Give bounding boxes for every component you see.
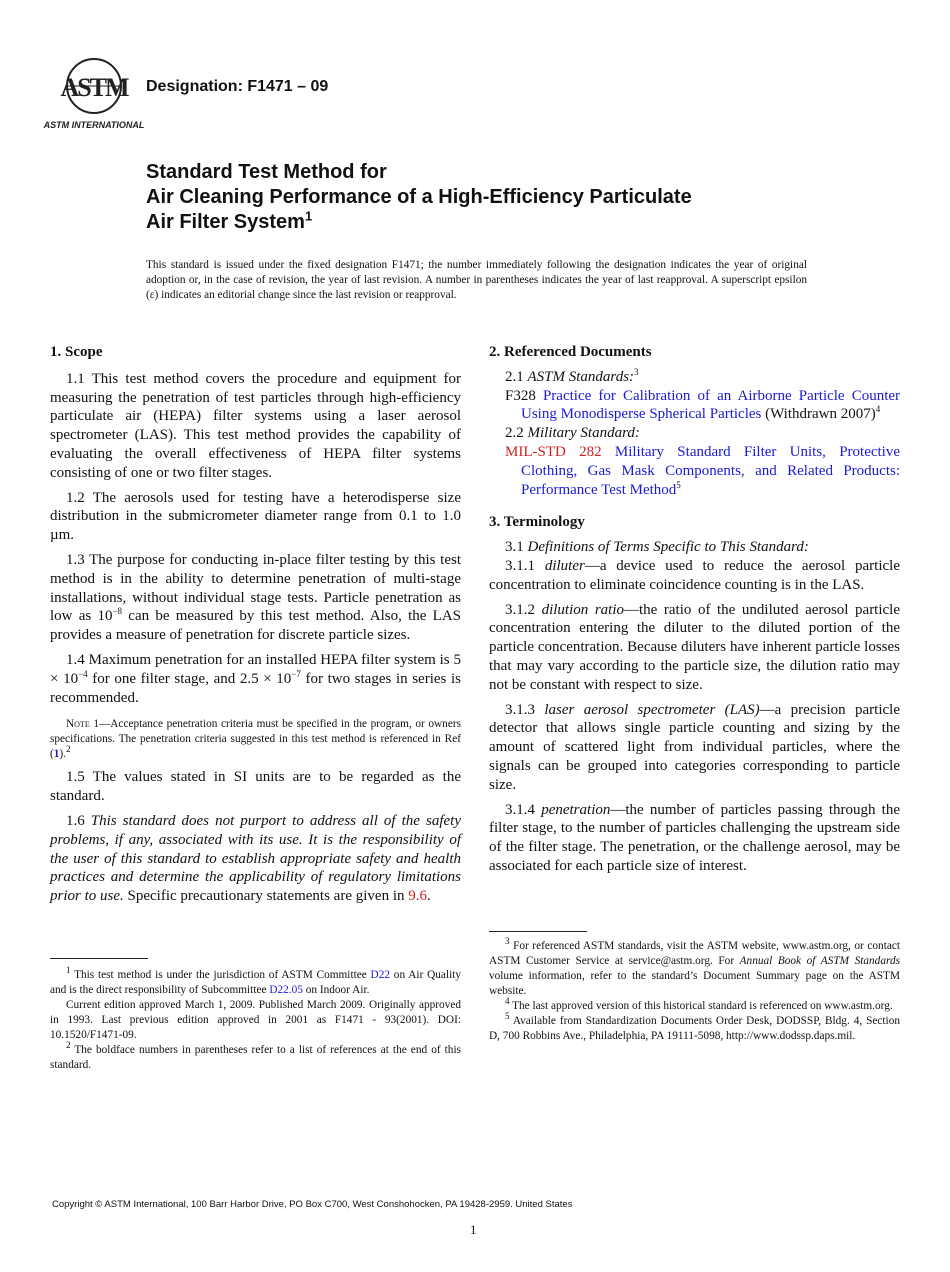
footnote-1: $^1$ This test method is under the jurisdiction of ASTM Committee D22 on Air Quality and is the direct responsibility of Subcommittee D22.05 on Indoor Air. [50,965,462,996]
d22-05-link[interactable]: D22.05 [269,984,303,996]
page-number: 1 [470,1222,477,1237]
title-line-3-text: Air Filter System [146,211,305,233]
term-penetration: 3.1.4 penetration—the number of particles passing through the filter stage, to the number of particles challenging the upstream side of the filter stage. The penetration, or the challenge aerosol, may be associated for each particle size of interest. [489,801,901,874]
f328-link[interactable]: Practice for Calibration of an Airborne Particle Counter Using Monodisperse Spherical Particles [521,387,901,423]
title-line-2: Air Cleaning Performance of a High-Efficiency Particulate [146,186,692,208]
definitions-label: 3.1 Definitions of Terms Specific to This Standard: [505,539,809,556]
astm-standards-label: 2.1 ASTM Standards:$^3$ [505,366,639,385]
term-dilution-ratio: 3.1.2 dilution ratio—the ratio of the undiluted aerosol particle concentration entering the diluter to the diluted portion of the particle concentration. Because diluters have inherent particle losses that may vary according to the particle size, the dilution ratio may not be constant with respect to size. [489,601,901,693]
left-footnotes [50,965,462,1073]
ref-1-link[interactable]: 1 [53,748,60,761]
footnote-2: $^2$ The boldface numbers in parentheses refer to a list of references at the end of this standard. [50,1040,461,1071]
title-line-1: Standard Test Method for [146,161,387,183]
document-title [146,160,846,235]
left-column [50,343,461,906]
note-1: Note 1—Acceptance penetration criteria must be specified in the program, or owners specifications. The penetration criteria suggested in this test method is referenced in Ref (1).$^2$ [50,718,461,761]
para-1-1: 1.1 This test method covers the procedure and equipment for measuring the penetration of test particles through high-efficiency particulate air (HEPA) filter systems using a laser aerosol spectrometer (LAS). This test method provides the capability of evaluating the overall effectiveness of HEPA filter systems consisting of one or two filter stages. [50,370,461,481]
referenced-documents-heading: 2. Referenced Documents [489,344,652,360]
footnote-1-edition: Current edition approved March 1, 2009. Published March 2009. Originally approved in 1993. Last previous edition approved in 2001 as F1471 - 93(2001). DOI: 10.1520/F1471-09. [50,999,461,1041]
right-footnotes [489,936,900,1044]
svg-text:ASTM: ASTM [60,73,128,102]
designation: Designation: F1471 – 09 [146,78,329,95]
term-las: 3.1.3 laser aerosol spectrometer (LAS)—a precision particle detector that allows single particle counting and sizing by the amount of scattered light from individual particles, where the signals can be grouped into categories corresponding to particle size. [489,701,900,793]
para-1-2: 1.2 The aerosols used for testing have a heterodisperse size distribution in the submicrometer diameter range from 0.1 to 1.0 µm. [50,489,461,544]
right-column [489,343,900,876]
para-1-3: 1.3 The purpose for conducting in-place filter testing by this test method is in the ability to determine penetration of multi-stage installations, without individual stage tests. Particle penetration as low as $10^{-8}$ can be measured by this test method. Also, the LAS provides a measure of penetration for discrete particle sizes. [50,551,461,644]
terminology-heading: 3. Terminology [489,514,585,531]
military-standard-label: 2.2 Military Standard: [505,425,640,442]
footnote-5: $^5$ Available from Standardization Documents Order Desk, DODSSP, Bldg. 4, Section D, 700 Robbins Ave., Philadelphia, PA 19111-5098, http://www.dodssp.daps.mil. [489,1011,900,1042]
scope-heading: 1. Scope [50,344,103,360]
mil-std-282-link[interactable]: Military Standard Filter Units, Protective Clothing, Gas Mask Components, and Related Products: Performance Test Method [521,443,901,498]
ref-mil-std-282: MIL-STD 282 Military Standard Filter Units, Protective Clothing, Gas Mask Components, and Related Products: Performance Test Method$^5$ [505,443,901,498]
footnote-3: $^3$ For referenced ASTM standards, visit the ASTM website, www.astm.org, or contact ASTM Customer Service at service@astm.org. For Annual Book of ASTM Standards volume information, refer to the standard’s Document Summary page on the ASTM website. [489,936,900,997]
para-1-4: 1.4 Maximum penetration for an installed HEPA filter system is $5 \times 10^{-4}$ for one filter stage, and $2.5 \times 10^{-7}$ for two stages in series is recommended. [50,651,461,706]
d22-link[interactable]: D22 [370,969,391,981]
footnote-2-mark[interactable]: 2 [66,744,71,755]
footnote-divider-left [50,958,148,959]
copyright-footer: Copyright © ASTM International, 100 Barr Harbor Drive, PO Box C700, West Conshohocken, PA 19428-2959. United States [52,1199,573,1210]
footnote-4: $^4$ The last approved version of this historical standard is referenced on www.astm.org. [505,996,893,1012]
logo-text: ASTM INTERNATIONAL [43,120,145,130]
footnote-divider-right [489,931,587,932]
title-line-3 [146,210,846,235]
ref-f328: F328 Practice for Calibration of an Airborne Particle Counter Using Monodisperse Spherical Particles (Withdrawn 2007)$^4$ [505,387,901,423]
title-footnote-mark[interactable]: 1 [304,208,313,224]
para-1-6: 1.6 This standard does not purport to address all of the safety problems, if any, associated with its use. It is the responsibility of the user of this standard to establish appropriate safety and health practices and determine the applicability of regulatory limitations prior to use. Specific precautionary statements are given in 9.6. [50,812,461,905]
mil-std-282-code[interactable]: MIL-STD 282 [505,443,602,460]
astm-logo [43,56,145,132]
section-9-6-link[interactable]: 9.6 [408,888,427,905]
term-diluter: 3.1.1 diluter—a device used to reduce the aerosol particle concentration to eliminate coincidence counting is in the LAS. [489,557,900,593]
preamble: This standard is issued under the fixed designation F1471; the number immediately following the designation indicates the year of original adoption or, in the case of revision, the year of last revision. A number in parentheses indicates the year of last reapproval. A superscript epsilon (ε) indicates an editorial change since the last revision or reapproval. [146,259,807,301]
para-1-5: 1.5 The values stated in SI units are to be regarded as the standard. [50,769,461,805]
